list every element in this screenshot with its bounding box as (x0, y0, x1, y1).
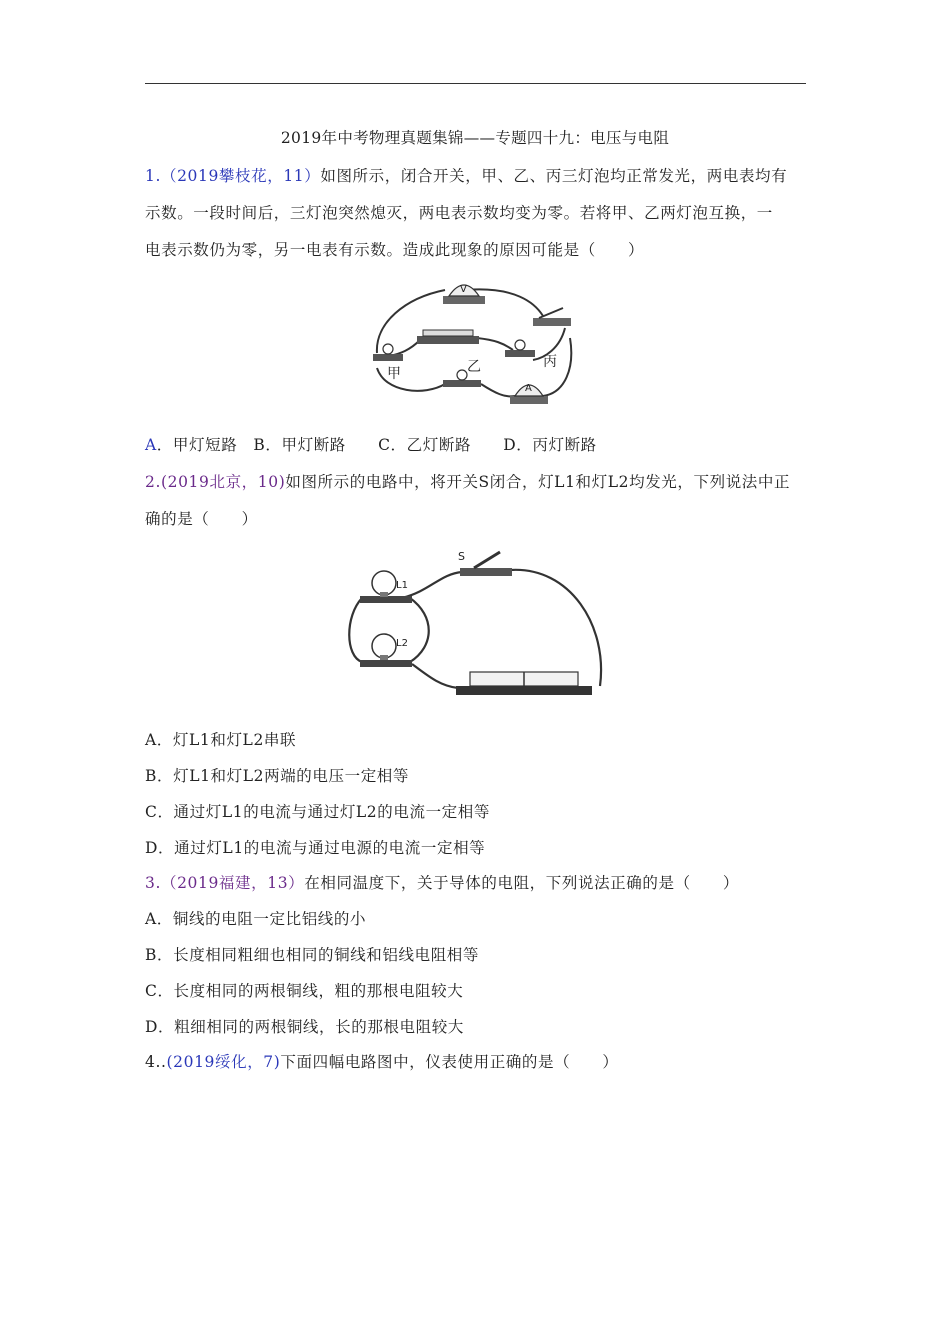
q1-lamp-jia-label: 甲 (387, 366, 401, 382)
battery-icon (456, 672, 592, 695)
q1-ammeter-label: A (525, 383, 532, 394)
q3-stem: 在相同温度下，关于导体的电阻，下列说法正确的是（ ） (304, 874, 739, 892)
q2-option-d: D．通过灯L1的电流与通过电源的电流一定相等 (145, 839, 486, 857)
q1-option-a-prefix: A (145, 436, 157, 454)
q2-lamp-l1-label: L1 (396, 580, 408, 591)
q2-stem-line2: 确的是（ ） (145, 510, 258, 528)
q3-line1 (145, 871, 739, 893)
q1-options-text: ．甲灯短路 B．甲灯断路 C．乙灯断路 D．丙灯断路 (156, 436, 597, 454)
q1-stem-line3: 电表示数仍为零，另一电表有示数。造成此现象的原因可能是（ ） (145, 241, 645, 259)
q1-line1 (145, 164, 787, 186)
q2-switch-label: S (458, 550, 465, 563)
page-title: 2019年中考物理真题集锦——专题四十九：电压与电阻 (280, 129, 670, 147)
q2-circuit-figure (340, 546, 608, 706)
q1-lamp-bing-label: 丙 (543, 354, 557, 370)
q1-lamp-yi-label: 乙 (467, 359, 481, 375)
q2-option-c: C．通过灯L1的电流与通过灯L2的电流一定相等 (145, 803, 490, 821)
q3-source: 3.（2019福建，13） (145, 874, 305, 892)
ammeter-icon (510, 383, 548, 404)
q4-source: (2019绥化，7) (166, 1053, 281, 1071)
q1-options-line (145, 433, 597, 455)
battery-icon (417, 330, 479, 344)
q4-prefix: 4.. (145, 1053, 167, 1071)
q3-option-b: B．长度相同粗细也相同的铜线和铝线电阻相等 (145, 946, 479, 964)
lamp-l2-icon (360, 634, 412, 667)
q2-option-a: A．灯L1和灯L2串联 (145, 731, 297, 749)
q2-stem-line1: 如图所示的电路中，将开关S闭合，灯L1和灯L2均发光，下列说法中正 (285, 473, 791, 491)
q2-option-b: B．灯L1和灯L2两端的电压一定相等 (145, 767, 410, 785)
q3-option-d: D．粗细相同的两根铜线，长的那根电阻较大 (145, 1018, 464, 1036)
switch-icon (458, 550, 512, 576)
q1-circuit-figure (365, 268, 585, 416)
q4-line1 (145, 1050, 619, 1072)
q2-line1 (145, 470, 790, 492)
q3-option-c: C．长度相同的两根铜线，粗的那根电阻较大 (145, 982, 464, 1000)
q1-source: 1.（2019攀枝花，11） (145, 167, 321, 185)
q1-voltmeter-label: V (460, 284, 467, 295)
q4-stem: 下面四幅电路图中，仪表使用正确的是（ ） (280, 1053, 619, 1071)
q3-option-a: A．铜线的电阻一定比铝线的小 (145, 910, 367, 928)
q2-source: 2.(2019北京，10) (145, 473, 286, 491)
q1-stem-line1: 如图所示，闭合开关，甲、乙、丙三灯泡均正常发光，两电表均有 (320, 167, 788, 185)
lamp-l1-icon (360, 571, 412, 603)
header-rule (145, 83, 806, 84)
q1-stem-line2: 示数。一段时间后，三灯泡突然熄灭，两电表示数均变为零。若将甲、乙两灯泡互换，一 (145, 204, 773, 222)
q2-lamp-l2-label: L2 (396, 638, 408, 649)
voltmeter-icon (443, 284, 485, 304)
